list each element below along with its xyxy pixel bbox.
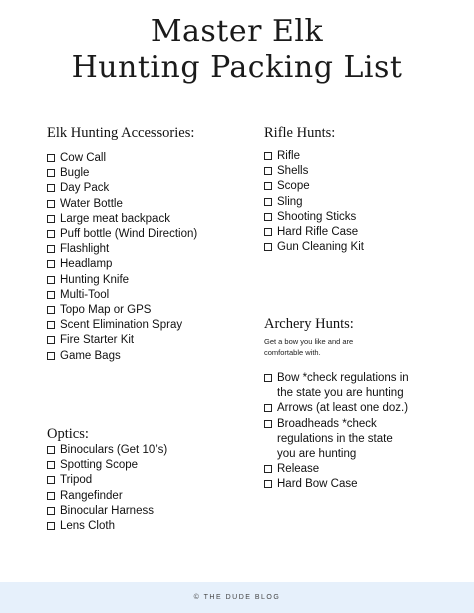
checkbox-icon[interactable]: [264, 243, 272, 251]
checkbox-icon[interactable]: [47, 507, 55, 515]
checkbox-icon[interactable]: [47, 245, 55, 253]
checklist-item-label: Flashlight: [60, 243, 110, 256]
checkbox-icon[interactable]: [47, 230, 55, 238]
checklist-item: [47, 333, 207, 348]
checklist-item: [264, 371, 414, 401]
checklist-item-label: Shells: [277, 165, 309, 178]
checklist-item-label: Water Bottle: [60, 197, 123, 210]
checklist-item-label: Hard Bow Case: [277, 478, 358, 491]
checklist-item: [264, 225, 424, 240]
checkbox-icon[interactable]: [264, 167, 272, 175]
rifle-list: [264, 149, 424, 255]
checklist-item-label: Puff bottle (Wind Direction): [60, 228, 198, 241]
checklist-item: [47, 288, 207, 303]
checklist-item: [264, 195, 424, 210]
checkbox-icon[interactable]: [47, 291, 55, 299]
checklist-item: [47, 151, 207, 166]
checklist-item: [47, 519, 217, 534]
checkbox-icon[interactable]: [47, 446, 55, 454]
checklist-item: [47, 504, 217, 519]
checkbox-icon[interactable]: [264, 198, 272, 206]
checkbox-icon[interactable]: [47, 260, 55, 268]
optics-heading: Optics:: [47, 426, 89, 442]
checklist-item: [47, 242, 207, 257]
checkbox-icon[interactable]: [47, 154, 55, 162]
checkbox-icon[interactable]: [264, 404, 272, 412]
checklist-item-label: Bow *check regulations in the state you are hunting: [277, 372, 409, 400]
checkbox-icon[interactable]: [47, 169, 55, 177]
checkbox-icon[interactable]: [47, 461, 55, 469]
checklist-item-label: Scope: [277, 180, 310, 193]
checklist-item-label: Fire Starter Kit: [60, 334, 135, 347]
checkbox-icon[interactable]: [47, 215, 55, 223]
archery-list: [264, 371, 414, 493]
page-title-line-1: Master Elk: [150, 14, 324, 49]
checkbox-icon[interactable]: [264, 465, 272, 473]
checklist-item-label: Topo Map or GPS: [60, 304, 152, 317]
checklist-item-label: Headlamp: [60, 258, 113, 271]
checklist-item: [47, 349, 207, 364]
checklist-item: [264, 477, 414, 492]
checklist-item-label: Large meat backpack: [60, 212, 170, 225]
checkbox-icon[interactable]: [47, 321, 55, 329]
optics-list: [47, 443, 217, 534]
checkbox-icon[interactable]: [264, 374, 272, 382]
accessories-list: [47, 151, 207, 364]
checklist-item: [47, 303, 207, 318]
checklist-item-label: Rifle: [277, 150, 301, 162]
checklist-item-label: Lens Cloth: [60, 520, 115, 533]
accessories-heading: Elk Hunting Accessories:: [47, 125, 195, 141]
checklist-item-label: Arrows (at least one doz.): [277, 402, 409, 415]
checklist-item: [47, 443, 217, 458]
checklist-item: [47, 458, 217, 473]
checklist-item-label: Sling: [277, 195, 303, 208]
checkbox-icon[interactable]: [47, 276, 55, 284]
checkbox-icon[interactable]: [264, 480, 272, 488]
checkbox-icon[interactable]: [47, 476, 55, 484]
checkbox-icon[interactable]: [47, 306, 55, 314]
checkbox-icon[interactable]: [264, 228, 272, 236]
checklist-item-label: Hard Rifle Case: [277, 226, 359, 239]
checklist-item: [264, 179, 424, 194]
checkbox-icon[interactable]: [47, 184, 55, 192]
checklist-item-label: Multi-Tool: [60, 288, 110, 301]
checklist-item: [264, 210, 424, 225]
checklist-item: [47, 181, 207, 196]
checklist-item-label: Broadheads *check regulations in the state you are hunting: [277, 417, 393, 461]
checklist-item-label: Binocular Harness: [60, 504, 154, 517]
checklist-item: [47, 257, 207, 272]
checklist-item: [264, 417, 414, 463]
page-title-line-2: Hunting Packing List: [71, 50, 403, 85]
checkbox-icon[interactable]: [264, 152, 272, 160]
checklist-item: [264, 462, 414, 477]
checkbox-icon[interactable]: [264, 213, 272, 221]
checklist-item-label: Binoculars (Get 10’s): [60, 444, 168, 456]
footer-credit: © THE DUDE BLOG: [193, 594, 281, 601]
checklist-item: [47, 318, 207, 333]
checklist-item: [47, 273, 207, 288]
checklist-item-label: Hunting Knife: [60, 273, 130, 286]
checkbox-icon[interactable]: [47, 522, 55, 530]
checklist-item: [264, 401, 414, 416]
checkbox-icon[interactable]: [47, 200, 55, 208]
checklist-item-label: Cow Call: [60, 152, 107, 164]
checkbox-icon[interactable]: [264, 420, 272, 428]
checklist-item-label: Spotting Scope: [60, 459, 139, 472]
checkbox-icon[interactable]: [264, 182, 272, 190]
checklist-item-label: Game Bags: [60, 349, 121, 362]
checklist-item: [264, 149, 424, 164]
checklist-item: [47, 227, 207, 242]
checklist-item: [47, 489, 217, 504]
rifle-heading: Rifle Hunts:: [264, 125, 336, 141]
checklist-item: [47, 197, 207, 212]
checklist-item-label: Bugle: [60, 167, 90, 180]
archery-heading: Archery Hunts:: [264, 316, 354, 332]
checklist-item: [47, 212, 207, 227]
checklist-item-label: Scent Elimination Spray: [60, 319, 183, 332]
archery-note: Get a bow you like and are comfortable with.: [264, 337, 354, 357]
checklist-item-label: Shooting Sticks: [277, 210, 357, 223]
footer-bar: [0, 582, 474, 613]
checkbox-icon[interactable]: [47, 336, 55, 344]
checklist-item: [47, 473, 217, 488]
checklist-item-label: Gun Cleaning Kit: [277, 241, 364, 254]
checklist-item-label: Release: [277, 463, 320, 476]
checklist-item-label: Day Pack: [60, 182, 110, 195]
checkbox-icon[interactable]: [47, 352, 55, 360]
checklist-item: [264, 164, 424, 179]
checklist-item: [264, 240, 424, 255]
checklist-item-label: Rangefinder: [60, 489, 123, 502]
checkbox-icon[interactable]: [47, 492, 55, 500]
checklist-item-label: Tripod: [60, 474, 93, 487]
checklist-item: [47, 166, 207, 181]
